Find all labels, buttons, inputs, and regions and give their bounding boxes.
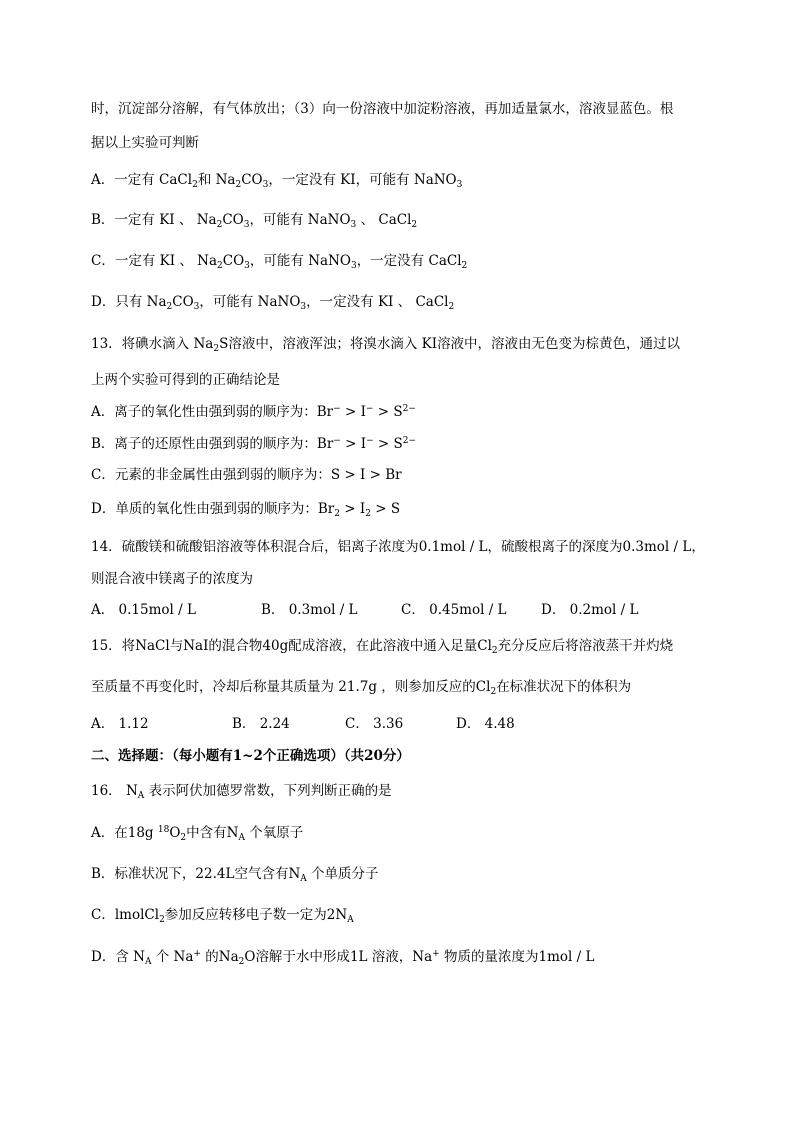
q14-stem-line1: 14．硫酸镁和硫酸铝溶液等体积混合后，铝离子浓度为0.1mol / L，硫酸根离子的深度为0.3mol / L， — [91, 539, 705, 555]
q14-option-c: C． 0.45mol / L — [401, 602, 507, 618]
q13-option-b: B．离子的还原性由强到弱的顺序为：$Br^- > I^- > S^{2-}$ — [91, 436, 417, 452]
q15-option-a: A． 1.12 — [91, 716, 149, 732]
q14-option-b: B． 0.3mol / L — [261, 602, 358, 618]
q13-stem-line1: 13．将碘水滴入 $Na_2S$溶液中，溶液浑浊；将溴水滴入 KI溶液中，溶液由无色变为棕黄色，通过以 — [91, 336, 681, 354]
q14-stem-line2: 则混合液中镁离子的浓度为 — [91, 571, 253, 587]
q12-option-c: C．一定有 KI 、 $Na_2CO_3$，可能有 NaNO$_3$，一定没有 CaCl$_2$ — [91, 253, 468, 271]
q12-option-a: A．一定有 CaCl$_2$和 $Na_2CO_3$，一定没有 KI，可能有 NaNO$_3$ — [91, 172, 463, 190]
q16-option-d: D．含 $N_A$ 个 Na+ 的$Na_2O$溶解于水中形成1L 溶液，Na+ 物质的量浓度为1mol / L — [91, 949, 595, 967]
q12-option-b: B．一定有 KI 、 $Na_2CO_3$，可能有 NaNO$_3$ 、 CaCl$_2$ — [91, 212, 418, 230]
q12-continuation-line1: 时，沉淀部分溶解，有气体放出；（3）向一份溶液中加淀粉溶液，再加适量氯水，溶液显蓝色。根 — [91, 101, 674, 117]
q15-option-c: C． 3.36 — [345, 716, 404, 732]
section-heading: 二、选择题：（每小题有1~2个正确选项）（共20分） — [91, 748, 410, 764]
q15-option-b: B． 2.24 — [232, 716, 290, 732]
q13-option-d: D．单质的氧化性由强到弱的顺序为：$Br_2 > I_2 > S$ — [91, 501, 401, 519]
q16-option-a: A．在18g $^{18}O_2$中含有$N_A$ 个氧原子 — [91, 825, 304, 843]
q16-option-b: B．标准状况下，22.4L空气含有$N_A$ 个单质分子 — [91, 866, 379, 884]
q16-stem: 16． $N_A$ 表示阿伏加德罗常数，下列判断正确的是 — [91, 783, 392, 801]
q16-option-c: C．lmolCl$_2$参加反应转移电子数一定为$2N_A$ — [91, 907, 354, 925]
q14-option-d: D． 0.2mol / L — [541, 602, 639, 618]
q15-stem-line1: 15．将NaCl与NaI的混合物40g配成溶液，在此溶液中通入足量$Cl_2$充分反应后将溶液蒸干并灼烧 — [91, 638, 674, 656]
q13-option-a: A．离子的氧化性由强到弱的顺序为：$Br^- > I^- > S^{2-}$ — [91, 404, 416, 420]
q12-continuation-line2: 据以上实验可判断 — [91, 135, 199, 151]
q15-stem-line2: 至质量不再变化时，冷却后称量其质量为 21.7g ，则参加反应的$Cl_2$在标准状况下的体积为 — [91, 679, 632, 697]
q15-option-d: D． 4.48 — [456, 716, 515, 732]
q13-stem-line2: 上两个实验可得到的正确结论是 — [91, 372, 280, 388]
q14-option-a: A． 0.15mol / L — [91, 602, 196, 618]
q13-option-c: C．元素的非金属性由强到弱的顺序为：S > I > Br — [91, 467, 402, 483]
q12-option-d: D．只有 $Na_2CO_3$，可能有 NaNO$_3$，一定没有 KI 、 CaCl$_2$ — [91, 294, 455, 312]
